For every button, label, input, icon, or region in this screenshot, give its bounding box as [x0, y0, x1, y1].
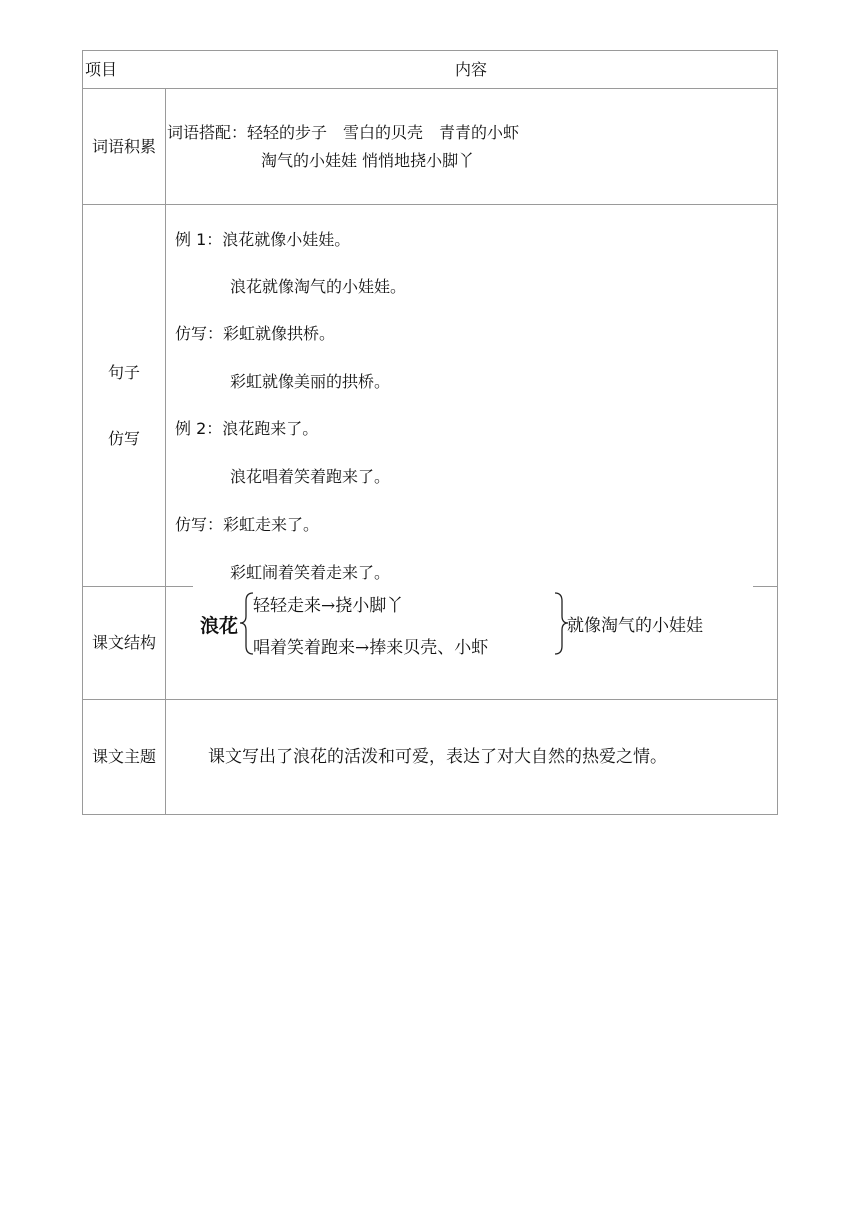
sentence-line: 浪花就像淘气的小娃娃。 — [230, 277, 407, 296]
sentence-label-2: 仿写 — [107, 429, 140, 448]
sentence-line: 彩虹闹着笑着走来了。 — [230, 563, 391, 582]
structure-branch-1: 轻轻走来→挠小脚丫 — [253, 596, 404, 616]
vocab-line1: 词语搭配：轻轻的步子 雪白的贝壳 青青的小虾 — [167, 123, 520, 142]
structure-label: 课文结构 — [91, 633, 156, 652]
content-table — [82, 50, 778, 815]
structure-branch-2: 唱着笑着跑来→捧来贝壳、小虾 — [253, 638, 489, 658]
vocab-label: 词语积累 — [91, 137, 156, 156]
header-content: 内容 — [454, 60, 487, 79]
theme-text: 课文写出了浪花的活泼和可爱，表达了对大自然的热爱之情。 — [208, 747, 667, 767]
sentence-line: 浪花唱着笑着跑来了。 — [230, 467, 391, 486]
header-item: 项目 — [85, 60, 118, 79]
sentence-line: 例 1：浪花就像小娃娃。 — [175, 230, 351, 249]
vocab-line2: 淘气的小娃娃 悄悄地挠小脚丫 — [261, 151, 475, 170]
sentence-line: 仿写：彩虹走来了。 — [175, 515, 320, 534]
structure-braces — [83, 51, 777, 814]
sentence-line: 例 2：浪花跑来了。 — [175, 419, 319, 438]
structure-conclusion: 就像淘气的小娃娃 — [567, 616, 703, 636]
sentence-label-1: 句子 — [107, 363, 140, 382]
theme-label: 课文主题 — [91, 747, 156, 766]
sentence-line: 彩虹就像美丽的拱桥。 — [230, 372, 391, 391]
sentence-line: 仿写：彩虹就像拱桥。 — [175, 324, 336, 343]
structure-subject: 浪花 — [200, 615, 239, 637]
